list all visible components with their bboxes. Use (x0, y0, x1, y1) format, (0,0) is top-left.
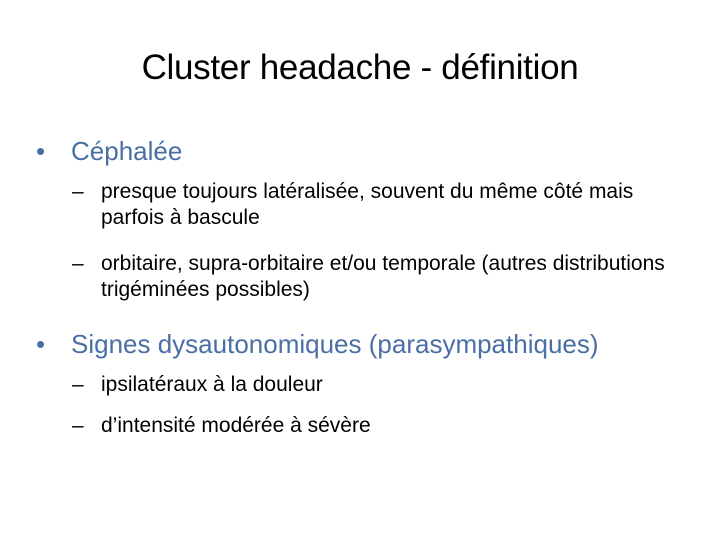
dash-icon: – (72, 180, 84, 203)
sub-bullet-text: presque toujours latéralisée, souvent du même côté mais parfois à bascule (101, 180, 634, 229)
sub-bullet-intensite (72, 413, 672, 439)
bullet-icon: • (36, 136, 46, 166)
bullet-icon: • (36, 329, 46, 359)
sub-bullet-lateralisee (72, 179, 672, 231)
dash-icon: – (72, 252, 84, 275)
sub-bullet-text: ipsilatéraux à la douleur (101, 373, 323, 396)
sub-bullet-ipsilateraux (72, 372, 672, 398)
sub-bullet-orbitaire (72, 251, 672, 303)
dash-icon: – (72, 373, 84, 396)
bullet-heading-signes: Signes dysautonomiques (parasympathiques) (71, 329, 599, 359)
slide-title: Cluster headache - définition (141, 48, 579, 87)
dash-icon: – (72, 414, 84, 437)
sub-bullet-text: orbitaire, supra-orbitaire et/ou temporale (autres distributions trigéminées possibles) (101, 252, 665, 301)
bullet-heading-cephalee: Céphalée (71, 136, 183, 166)
sub-bullet-text: d’intensité modérée à sévère (101, 414, 371, 437)
